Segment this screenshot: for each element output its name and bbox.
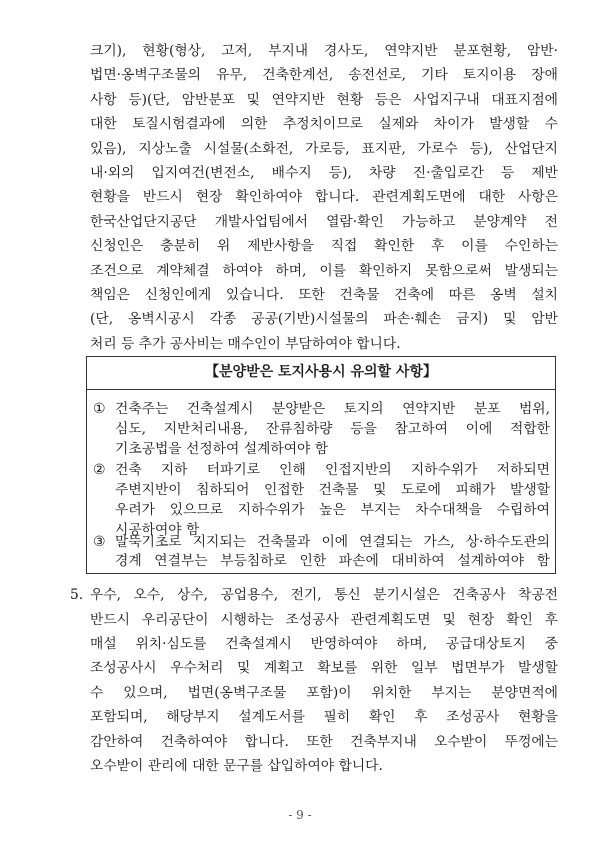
item-5-line: 조성공사시 우수처리 및 계획고 확보를 위한 일부 법면부가 발생할 <box>90 660 558 676</box>
item-5-line: 포함되며, 해당부지 설계도서를 필히 확인 후 조성공사 현황을 <box>90 709 558 725</box>
caution-item-line: 시공하여야 함 <box>115 522 200 538</box>
intro-line: 내·외의 입지여건(변전소, 배수지 등), 차량 진·출입로간 등 제반 <box>90 165 558 181</box>
item-5-line: 감안하여 건축하여야 합니다. 또한 건축부지내 오수받이 뚜껑에는 <box>90 734 558 750</box>
caution-box <box>86 356 556 574</box>
caution-item-line: 우려가 있으므로 지하수위가 높은 부지는 차수대책을 수립하여 <box>115 502 550 518</box>
caution-item-line: 경계 연결부는 부등침하로 인한 파손에 대비하여 설계하여야 함 <box>115 553 550 569</box>
caution-box-title: 【분양받은 토지사용시 유의할 사항】 <box>205 364 437 380</box>
caution-box-divider <box>87 389 555 390</box>
item-5-line: 우수, 오수, 상수, 공업용수, 전기, 통신 분기시설은 건축공사 착공전 <box>90 587 558 603</box>
intro-line: 신청인은 충분히 위 제반사항을 직접 확인한 후 이를 수인하는 <box>90 238 558 254</box>
item-5-line: 수 있으며, 법면(옹벽구조물 포함)이 위치한 부지는 분양면적에 <box>90 685 558 701</box>
intro-line: 대한 토질시험결과에 의한 추정치이므로 실제와 차이가 발생할 수 <box>90 116 558 132</box>
intro-line: 현황을 반드시 현장 확인하여야 합니다. 관련계획도면에 대한 사항은 <box>90 189 558 205</box>
intro-line: 사항 등)(단, 암반분포 및 연약지반 현황 등은 사업지구내 대표지점에 <box>90 92 558 108</box>
item-5-line: 오수받이 관리에 대한 문구를 삽입하여야 합니다. <box>90 758 383 774</box>
caution-item-line: 주변지반이 침하되어 인접한 건축물 및 도로에 피해가 발생할 <box>115 482 550 498</box>
item-5-line: 매설 위치·심도를 건축설계시 반영하여야 하며, 공급대상토지 중 <box>90 636 558 652</box>
intro-line: 한국산업단지공단 개발사업팀에서 열람·확인 가능하고 분양계약 전 <box>90 214 558 230</box>
caution-item-line: 건축 지하 터파기로 인해 인접지반의 지하수위가 저하되면 <box>115 462 550 478</box>
intro-line: 있음), 지상노출 시설물(소화전, 가로등, 표지판, 가로수 등), 산업단지 <box>90 141 558 157</box>
caution-item-number: ① <box>93 401 106 417</box>
item-5-number: 5. <box>70 587 84 603</box>
caution-item-line: 기초공법을 선정하여 설계하여야 함 <box>115 441 329 457</box>
intro-line: 조건으로 계약체결 하여야 하며, 이를 확인하지 못함으로써 발생되는 <box>90 263 558 279</box>
intro-line: 처리 등 추가 공사비는 매수인이 부담하여야 합니다. <box>90 336 401 352</box>
caution-item-line: 심도, 지반처리내용, 잔류침하량 등을 참고하여 이에 적합한 <box>115 421 550 437</box>
page-number: - 9 - <box>288 808 312 822</box>
caution-item-number: ② <box>93 462 106 478</box>
intro-line: (단, 옹벽시공시 각종 공공(기반)시설물의 파손·훼손 금지) 및 암반 <box>90 311 558 327</box>
caution-item-number: ③ <box>93 534 106 550</box>
intro-line: 크기), 현황(형상, 고저, 부지내 경사도, 연약지반 분포현황, 암반· <box>90 43 558 59</box>
caution-item-line: 건축주는 건축설계시 분양받은 토지의 연약지반 분포 범위, <box>115 401 550 417</box>
intro-line: 책임은 신청인에게 있습니다. 또한 건축물 건축에 따른 옹벽 설치 <box>90 287 558 303</box>
item-5-line: 반드시 우리공단이 시행하는 조성공사 관련계획도면 및 현장 확인 후 <box>90 612 558 628</box>
caution-item-line: 말뚝기초로 지지되는 건축물과 이에 연결되는 가스, 상·하수도관의 <box>115 534 550 550</box>
intro-line: 법면·옹벽구조물의 유무, 건축한계선, 송전선로, 기타 토지이용 장애 <box>90 67 558 83</box>
